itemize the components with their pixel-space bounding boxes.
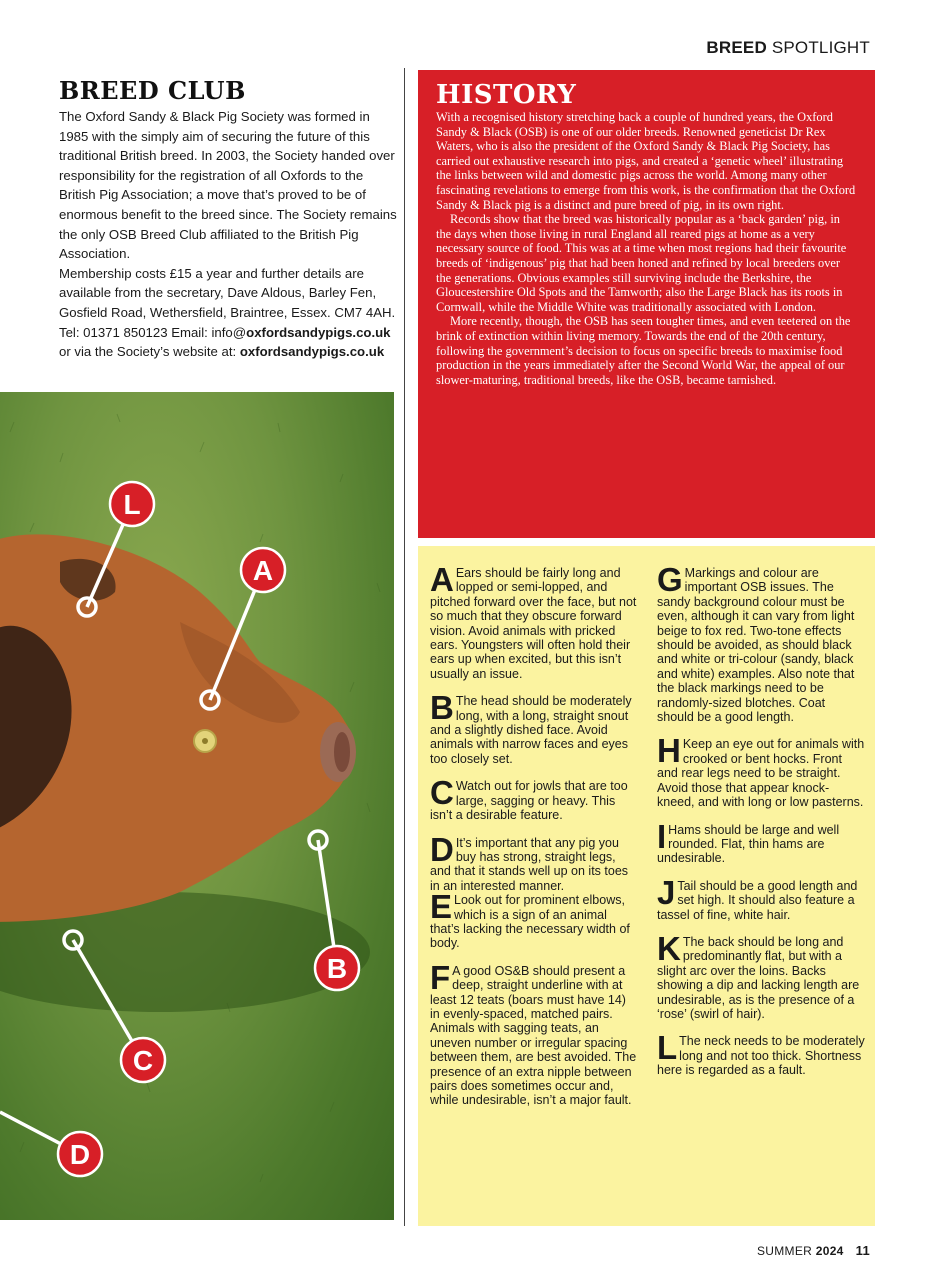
tip-a bbox=[430, 561, 638, 681]
footer-year: 2024 bbox=[815, 1244, 844, 1258]
breed-club-para2 bbox=[59, 264, 399, 362]
column-divider bbox=[404, 68, 405, 1226]
history-para-1: With a recognised history stretching back a couple of hundred years, the Oxford Sandy & Black (OSB) is one of our older breeds. Renowned geneticist Dr Rex Waters, who is also the president of the Oxford Sandy & Black Pig Society, has carried out exhaustive research into pigs, and created a ‘genetic wheel’ illustrating the links between wild and domestic pigs across the world. Among many other fascinating revelations to emerge from this work, is the confirmation that the Oxford Sandy & Black pig is a distinct and pure breed of pig, in its own right. bbox=[436, 110, 856, 212]
tips-box bbox=[418, 546, 875, 1226]
tip-g-text: Markings and colour are important OSB issues. The sandy background colour must be even, although it can vary from light beige to fox red. Two-tone effects should be avoided, as should black and white or tri-colour (sandy, black and white) examples. Also note that the black markings need to be randomly-sized blotches. Coat should be a good length. bbox=[657, 566, 855, 725]
history-para-2: Records show that the breed was historically popular as a ‘back garden’ pig, in the days when those living in rural England all reared pigs at home as a very necessary source of food. This was at a time when most regions had their favourite breeds of ‘indigenous’ pig that had been honed and refined by local breeders over the generations. Obvious examples still surviving include the Berkshire, the Gloucestershire Old Spots and the Tamworth; also the Large Black has its roots in Cornwall, while the Middle White was traditionally associated with London. bbox=[436, 212, 847, 314]
tip-i-letter: I bbox=[657, 817, 667, 855]
tip-l-letter: L bbox=[657, 1029, 678, 1067]
tips-column-left bbox=[430, 561, 638, 1121]
website-link[interactable]: oxfordsandypigs.co.uk bbox=[239, 344, 385, 360]
marker-c bbox=[121, 1038, 165, 1082]
tip-a-letter: A bbox=[430, 561, 454, 598]
footer-season: SUMMER bbox=[756, 1244, 816, 1258]
page-footer bbox=[757, 1243, 870, 1258]
marker-a-label: A bbox=[252, 555, 274, 586]
tip-c bbox=[430, 774, 638, 823]
tip-c-text: Watch out for jowls that are too large, sagging or heavy. This isn’t a desirable feature. bbox=[430, 779, 628, 823]
history-para-3: More recently, though, the OSB has seen tougher times, and even teetered on the brink of extinction within living memory. Towards the end of the 20th century, following the government’s decision to focus on specific breeds to maximise food production in the years immediately after the Second World War, the appeal of our slower-maturing, traditional breeds, like the OSB, became tarnished. bbox=[436, 314, 851, 387]
tip-j-letter: J bbox=[657, 873, 676, 911]
tip-l bbox=[657, 1029, 865, 1078]
pig-illustration bbox=[0, 392, 394, 1220]
pig-photo bbox=[0, 392, 394, 1220]
section-header bbox=[706, 38, 870, 58]
marker-l-label: L bbox=[123, 489, 141, 520]
tip-f bbox=[430, 958, 638, 1108]
marker-l bbox=[110, 482, 154, 526]
breed-club-para1: The Oxford Sandy & Black Pig Society was formed in 1985 with the simply aim of securing the future of this traditional British breed. In 2003, the Society handed over responsibility for the registration of all Oxfords to the British Pig Association; a move that’s proved to be of enormous benefit to the breed since. The Society remains the only OSB Breed Club affiliated to the British Pig Association. bbox=[59, 109, 397, 262]
marker-b bbox=[315, 946, 359, 990]
history-title: HISTORY bbox=[436, 80, 577, 110]
tip-d-text: It’s important that any pig you buy has strong, straight legs, and that it stands well up on its toes in an interested manner. bbox=[430, 835, 629, 893]
history-box bbox=[418, 70, 875, 538]
marker-a bbox=[241, 548, 285, 592]
email-domain[interactable]: oxfordsandypigs.co.uk bbox=[246, 324, 391, 340]
tip-k bbox=[657, 929, 865, 1021]
tip-e-text: Look out for prominent elbows, which is a sign of an animal that’s lacking the necessary width of body. bbox=[430, 893, 630, 951]
tip-h bbox=[657, 732, 865, 810]
tip-g-letter: G bbox=[657, 561, 683, 598]
tip-d-letter: D bbox=[430, 830, 454, 868]
tip-c-letter: C bbox=[430, 774, 454, 812]
marker-c-label: C bbox=[132, 1045, 154, 1076]
tip-d bbox=[430, 830, 638, 894]
tip-f-letter: F bbox=[430, 958, 451, 996]
tip-l-text: The neck needs to be moderately long and not too thick. Shortness here is regarded as a fault. bbox=[657, 1034, 865, 1078]
tip-b-letter: B bbox=[430, 689, 454, 727]
tip-f-text: A good OS&B should present a deep, straight underline with at least 12 teats (boars must have 14) in evenly-spaced, matched pairs. Animals with sagging teats, an uneven number or irregular spacing between them, are best avoided. The presence of an extra nipple between pairs does sometimes occur and, while undesirable, isn’t a major fault. bbox=[430, 963, 637, 1108]
tip-h-text: Keep an eye out for animals with crooked or bent hocks. Front and rear legs need to be straight. Avoid those that appear knock-kneed, and with long or low pasterns. bbox=[657, 737, 865, 810]
header-rest: SPOTLIGHT bbox=[766, 38, 870, 57]
tip-a-text: Ears should be fairly long and lopped or semi-lopped, and pitched forward over the face, but not so much that they obscure forward vision. Avoid animals with pricked ears. Youngsters will often hold their ears up when excited, but this isn’t usually an issue. bbox=[430, 566, 637, 681]
tip-k-letter: K bbox=[657, 929, 681, 967]
tip-j bbox=[657, 873, 865, 922]
marker-d bbox=[58, 1132, 102, 1176]
tip-k-text: The back should be long and predominantly flat, but with a slight arc over the loins. Backs showing a dip and lacking length are undesirable, as is the presence of a ‘rose’ (swirl of hair). bbox=[657, 934, 860, 1021]
membership-text: Membership costs £15 a year and further details are available from the secretary, Dave Aldous, Barley Fen, Gosfield Road, Wethersfield, Braintree, Essex. CM7 4AH. Tel: 01371 850123 Email: info@ bbox=[59, 265, 396, 340]
tip-g bbox=[657, 561, 865, 725]
tips-column-right bbox=[657, 561, 865, 1091]
website-lead: or via the Society’s website at: bbox=[59, 344, 240, 360]
tip-i bbox=[657, 817, 865, 866]
breed-club-title: BREED CLUB bbox=[59, 76, 246, 105]
tip-e-letter: E bbox=[430, 888, 453, 926]
tip-b-text: The head should be moderately long, with a long, straight snout and a slightly dished face. Avoid animals with narrow faces and eyes too closely set. bbox=[430, 694, 632, 766]
tip-e bbox=[430, 888, 638, 951]
tip-h-letter: H bbox=[657, 732, 681, 770]
tip-j-text: Tail should be a good length and set high. It should also feature a tassel of fine, white hair. bbox=[657, 878, 858, 922]
marker-b-label: B bbox=[326, 953, 348, 984]
page-number: 11 bbox=[855, 1243, 870, 1258]
tip-b bbox=[430, 689, 638, 766]
header-bold: BREED bbox=[706, 38, 767, 57]
breed-club-box bbox=[59, 76, 399, 362]
marker-d-label: D bbox=[69, 1139, 91, 1170]
tip-i-text: Hams should be large and well rounded. Flat, thin hams are undesirable. bbox=[657, 822, 840, 866]
